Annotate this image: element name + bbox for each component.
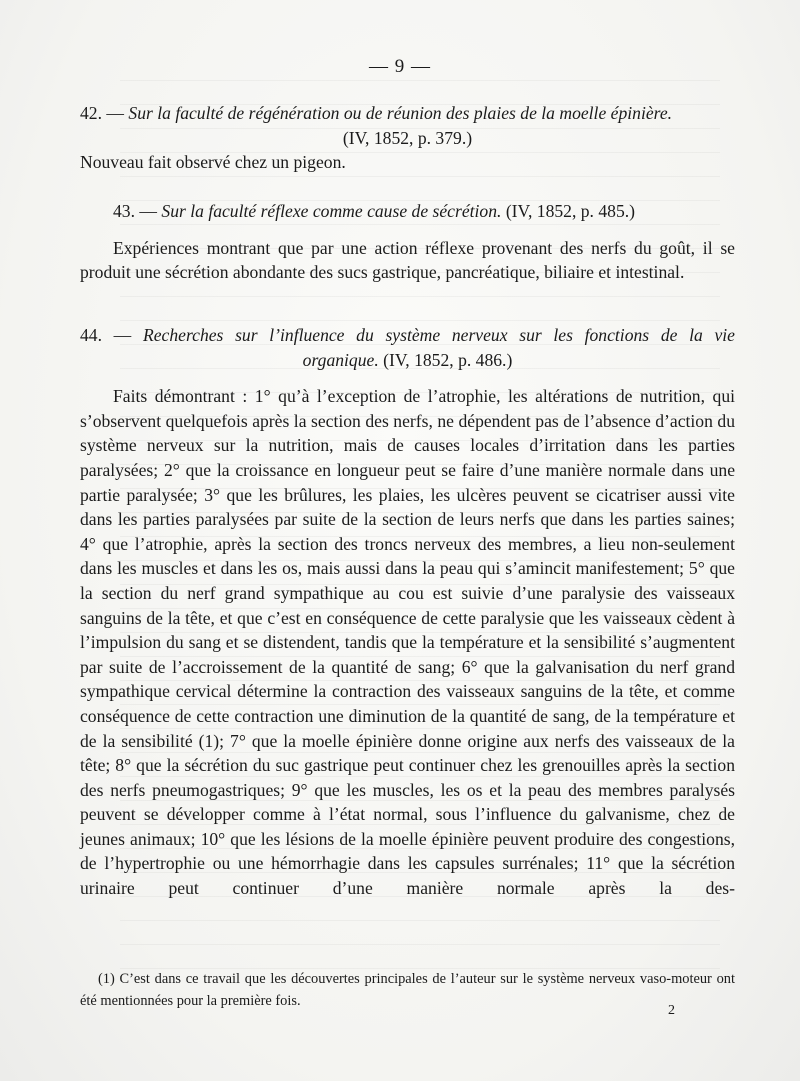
entry-body: Nouveau fait observé chez un pigeon. xyxy=(80,152,346,173)
entry-title: Sur la faculté réflexe comme cause de sécrétion. xyxy=(161,201,502,221)
entry-title: Sur la faculté de régénération ou de réunion des plaies de la moelle épinière. xyxy=(128,103,673,123)
entry-reference: (IV, 1852, p. 486.) xyxy=(383,349,513,370)
signature-mark: 2 xyxy=(668,1003,675,1018)
entry-body: Faits démontrant : 1° qu’à l’exception de l’atrophie, les altérations de nutrition, qui s’observent quelquefois après la section des nerfs, ne dépendent pas de l’absence d’action du système nerveux sur la nutrition, mais de causes locales d’irritation dans les parties paralysées; 2° que la croissance en longueur peut se faire d’une manière normale dans une partie paralysée; 3° que les brûlures, les plaies, les ulcères peuvent se cicatriser aussi vite dans les parties paralysées par suite de la section de leurs nerfs que dans les parties saines; 4° que l’atrophie, après la section des troncs nerveux des membres, a lieu non-seulement dans les muscles et dans les os, mais aussi dans la peau qui s’amincit manifestement; 5° que la section du nerf grand sympathique au cou est suivie d’une paralysie des vaisseaux sanguins de la tête, et que c’est en conséquence de cette paralysie que les vaisseaux cèdent à l’impulsion du sang et se distendent, tandis que la température et la sensibilité s’augmentent par suite de l’accroissement de la quantité de sang; 6° que la galvanisation du nerf grand sympathique cervical détermine la contraction des vaisseaux sanguins de la tête, et comme conséquence de cette contraction une diminution de la quantité de sang, de la température et de la sensibilité (1); 7° que la moelle épinière donne origine aux nerfs des vaisseaux de la tête; 8° que la sécrétion du suc gastrique peut continuer chez les grenouilles après la section des nerfs pneumogastriques; 9° que les muscles, les os et la peau des membres paralysés peuvent se développer comme à l’état normal, sous l’influence du galvanisme, chez de jeunes animaux; 10° que les lésions de la moelle épinière peuvent produire des congestions, de l’hypertrophie ou une hémorrhagie dans les capsules surrénales; 11° que la sécrétion urinaire peut continuer d’une manière normale après la des- xyxy=(80,386,735,899)
entry-reference: (IV, 1852, p. 379.) xyxy=(342,127,473,148)
entry-body: Expériences montrant que par une action réflexe provenant des nerfs du goût, il se produit une sécrétion abondante des sucs gastrique, pancréatique, biliaire et intestinal. xyxy=(80,237,735,283)
entry-43 xyxy=(80,199,735,285)
entry-number: 42. — xyxy=(80,103,124,123)
entry-42-title xyxy=(80,101,735,175)
footnote: (1) C’est dans ce travail que les découvertes principales de l’auteur sur le système nerveux vaso-moteur ont été mentionnées pour la première fois. xyxy=(80,971,735,1009)
entry-title-continued: organique. xyxy=(302,349,379,370)
page-number: — 9 — xyxy=(369,56,431,77)
entry-number: 44. — xyxy=(80,325,132,345)
entry-number: 43. — xyxy=(113,201,157,221)
entry-title: Recherches sur l’influence du système nerveux sur les fonctions de la vie xyxy=(142,325,735,345)
entry-44 xyxy=(80,323,735,901)
entry-reference: (IV, 1852, p. 485.) xyxy=(505,201,636,221)
